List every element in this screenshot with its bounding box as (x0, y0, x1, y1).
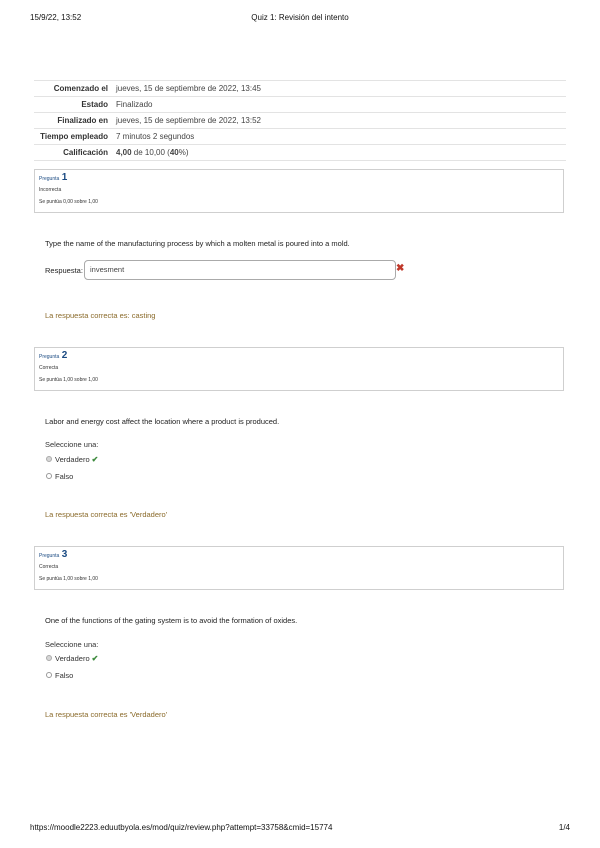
option-false[interactable] (46, 671, 73, 681)
question-info-1 (34, 169, 564, 213)
option-label: Falso (55, 671, 74, 680)
question-grade: Se puntúa 0,00 sobre 1,00 (39, 199, 98, 205)
summary-label: Calificación (34, 145, 112, 161)
question-label: Pregunta (39, 553, 60, 559)
check-icon: ✔ (91, 455, 99, 464)
option-false[interactable] (46, 472, 73, 482)
question-state: Incorrecta (39, 187, 62, 193)
question-number (39, 351, 559, 362)
option-label: Verdadero (55, 654, 90, 663)
summary-value: jueves, 15 de septiembre de 2022, 13:45 (112, 81, 566, 97)
attempt-summary-table (34, 80, 566, 161)
summary-row-finished (34, 113, 566, 129)
question-number (39, 550, 559, 561)
question-text-1: Type the name of the manufacturing process by which a molten metal is poured into a mold. (45, 239, 350, 248)
grade-close: %) (178, 148, 189, 157)
summary-row-state (34, 97, 566, 113)
option-label: Verdadero (55, 455, 90, 464)
print-date: 15/9/22, 13:52 (30, 13, 82, 22)
grade-score: 4,00 (116, 148, 132, 157)
select-prompt: Seleccione una: (45, 640, 99, 649)
radio-selected[interactable] (46, 456, 52, 462)
question-text-3: One of the functions of the gating system is to avoid the formation of oxides. (45, 616, 298, 625)
question-info-2 (34, 347, 564, 391)
summary-value: Finalizado (112, 97, 566, 113)
radio-selected[interactable] (46, 655, 52, 661)
grade-total: de 10,00 ( (131, 148, 170, 157)
radio-unselected[interactable] (46, 473, 52, 479)
print-header (30, 13, 570, 25)
x-icon: ✖ (396, 263, 405, 274)
question-state: Correcta (39, 564, 59, 570)
answer-input[interactable]: invesment (84, 260, 396, 280)
radio-unselected[interactable] (46, 672, 52, 678)
summary-value: 7 minutos 2 segundos (112, 129, 566, 145)
question-label: Pregunta (39, 176, 60, 182)
print-footer (30, 823, 570, 835)
summary-label: Finalizado en (34, 113, 112, 129)
question-number-value: 2 (61, 350, 68, 361)
option-true[interactable] (46, 654, 98, 664)
summary-label: Estado (34, 97, 112, 113)
question-number-value: 1 (61, 172, 68, 183)
summary-grade-value (112, 145, 566, 161)
question-feedback-3: La respuesta correcta es 'Verdadero' (45, 710, 168, 719)
option-label: Falso (55, 472, 74, 481)
summary-label: Comenzado el (34, 81, 112, 97)
question-number-value: 3 (61, 549, 68, 560)
question-feedback-1: La respuesta correcta es: casting (45, 311, 156, 320)
question-text-2: Labor and energy cost affect the location where a product is produced. (45, 417, 280, 426)
select-prompt: Seleccione una: (45, 440, 99, 449)
summary-row-time-taken (34, 129, 566, 145)
summary-value: jueves, 15 de septiembre de 2022, 13:52 (112, 113, 566, 129)
question-state: Correcta (39, 365, 59, 371)
page-number: 1/4 (558, 823, 570, 832)
print-title: Quiz 1: Revisión del intento (251, 13, 349, 22)
question-grade: Se puntúa 1,00 sobre 1,00 (39, 576, 98, 582)
question-label: Pregunta (39, 354, 60, 360)
answer-label: Respuesta: (45, 266, 83, 275)
grade-percent: 40 (169, 148, 179, 157)
question-number (39, 173, 559, 184)
summary-row-grade (34, 145, 566, 161)
summary-label: Tiempo empleado (34, 129, 112, 145)
option-true[interactable] (46, 455, 98, 465)
check-icon: ✔ (91, 654, 99, 663)
question-info-3 (34, 546, 564, 590)
question-feedback-2: La respuesta correcta es 'Verdadero' (45, 510, 168, 519)
summary-row-started (34, 81, 566, 97)
question-grade: Se puntúa 1,00 sobre 1,00 (39, 377, 98, 383)
print-url: https://moodle2223.eduutbyola.es/mod/quiz/review.php?attempt=33758&cmid=15774 (30, 823, 333, 832)
